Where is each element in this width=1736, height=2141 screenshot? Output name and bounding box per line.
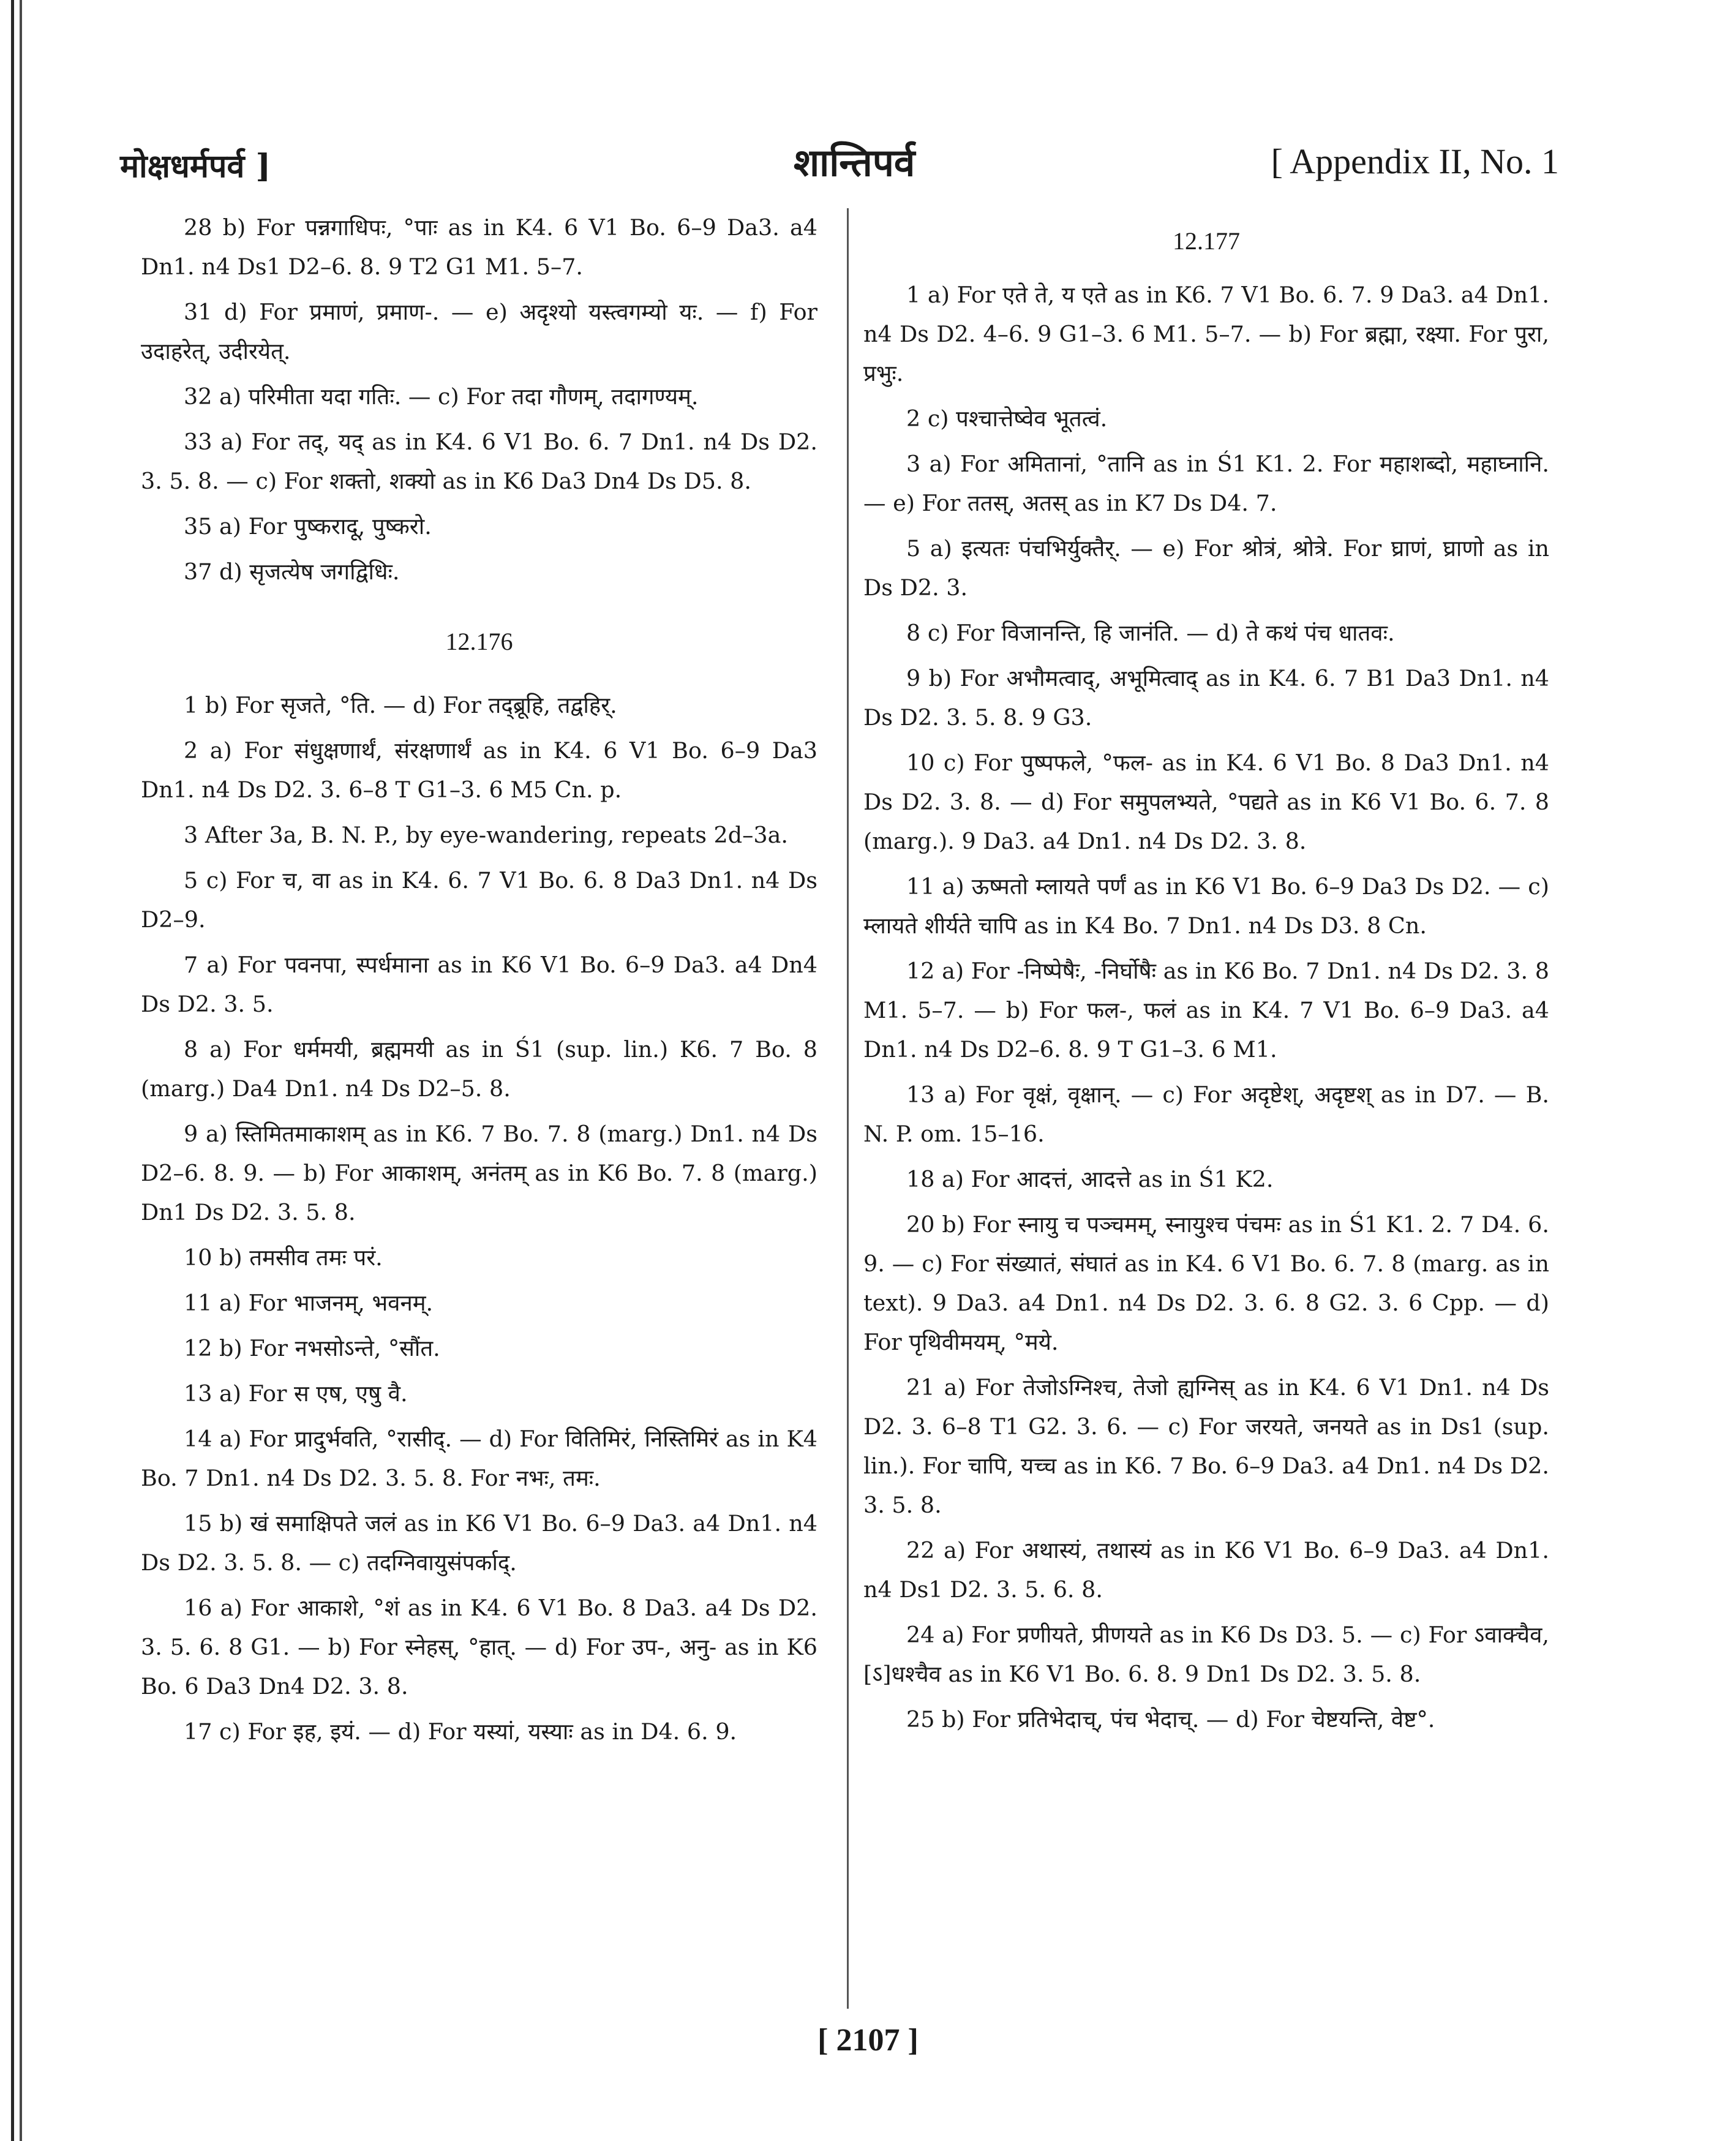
note-177-13: 13 a) For वृक्षं, वृक्षान्. — c) For अदृष्टेश्, अदृष्टश् as in D7. — B. N. P. om. 15–16.	[863, 1082, 1549, 1147]
note-177-21: 21 a) For तेजोऽग्निश्च, तेजो ह्यग्निस् as in K4. 6 V1 Dn1. n4 Ds D2. 3. 6–8 T1 G2. 3. 6. — c) For जरयते, जनयते as in Ds1 (sup. lin.). For चापि, यच्च as in K6. 7 Bo. 6–9 Da3. a4 Dn1. n4 Ds D2. 3. 5. 8.	[863, 1374, 1549, 1518]
header-parvan-left: मोक्षधर्मपर्व ]	[120, 148, 271, 185]
header-title: शान्तिपर्व	[794, 140, 915, 185]
right-column	[863, 208, 1549, 1745]
note-176-15: 15 b) खं समाक्षिपते जलं as in K6 V1 Bo. 6–9 Da3. a4 Dn1. n4 Ds D2. 3. 5. 8. — c) तदग्निवायुसंपर्काद्.	[141, 1510, 817, 1576]
note-177-9: 9 b) For अभौमत्वाद्, अभूमित्वाद् as in K4. 6. 7 B1 Da3 Dn1. n4 Ds D2. 3. 5. 8. 9 G3.	[863, 665, 1549, 731]
note-176-9: 9 a) स्तिमितमाकाशम् as in K6. 7 Bo. 7. 8 (marg.) Dn1. n4 Ds D2–6. 8. 9. — b) For आकाशम्, अनंतम् as in K6 Bo. 7. 8 (marg.) Dn1 Ds D2. 3. 5. 8.	[141, 1121, 817, 1225]
note-177-18: 18 a) For आदत्तं, आदत्ते as in Ś1 K2.	[906, 1166, 1274, 1192]
note-left-37: 37 d) सृजत्येष जगद्विधिः.	[184, 559, 400, 585]
note-176-11: 11 a) For भाजनम्, भवनम्.	[184, 1290, 434, 1316]
section-heading-12-177: 12.177	[1173, 227, 1240, 255]
note-176-2: 2 a) For संधुक्षणार्थं, संरक्षणार्थं as in K4. 6 V1 Bo. 6–9 Da3 Dn1. n4 Ds D2. 3. 6–8 T G1–3. 6 M5 Cn. p.	[141, 737, 817, 803]
note-177-1: 1 a) For एते ते, य एते as in K6. 7 V1 Bo. 6. 7. 9 Da3. a4 Dn1. n4 Ds D2. 4–6. 9 G1–3. 6 M1. 5–7. — b) For ब्रह्मा, रक्ष्या. For पुरा, प्रभुः.	[863, 282, 1549, 386]
note-176-3: 3 After 3a, B. N. P., by eye-wandering, repeats 2d–3a.	[184, 822, 788, 848]
note-176-13: 13 a) For स एष, एषु वै.	[184, 1380, 408, 1407]
note-176-8: 8 a) For धर्ममयी, ब्रह्ममयी as in Ś1 (sup. lin.) K6. 7 Bo. 8 (marg.) Da4 Dn1. n4 Ds D2–5. 8.	[141, 1036, 817, 1102]
note-177-5: 5 a) इत्यतः पंचभिर्युक्तैर्. — e) For श्रोत्रं, श्रोत्रे. For घ्राणं, घ्राणो as in Ds D2. 3.	[863, 535, 1549, 601]
note-left-31: 31 d) For प्रमाणं, प्रमाण-. — e) अदृश्यो यस्त्वगम्यो यः. — f) For उदाहरेत्, उदीरयेत्.	[141, 299, 817, 364]
note-176-14: 14 a) For प्रादुर्भवति, °रासीद्. — d) For वितिमिरं, निस्तिमिरं as in K4 Bo. 7 Dn1. n4 Ds D2. 3. 5. 8. For नभः, तमः.	[141, 1426, 817, 1491]
note-177-11: 11 a) ऊष्मतो म्लायते पर्णं as in K6 V1 Bo. 6–9 Da3 Ds D2. — c) म्लायते शीर्यते चापि as in K4 Bo. 7 Dn1. n4 Ds D3. 8 Cn.	[863, 873, 1549, 939]
note-left-28: 28 b) For पन्नगाधिपः, °पाः as in K4. 6 V1 Bo. 6–9 Da3. a4 Dn1. n4 Ds1 D2–6. 8. 9 T2 G1 M1. 5–7.	[141, 214, 817, 280]
note-177-12: 12 a) For -निष्पेषैः, -निर्घोषैः as in K6 Bo. 7 Dn1. n4 Ds D2. 3. 8 M1. 5–7. — b) For फल-, फलं as in K4. 7 V1 Bo. 6–9 Da3. a4 Dn1. n4 Ds D2–6. 8. 9 T G1–3. 6 M1.	[863, 958, 1549, 1063]
page-header	[120, 136, 1559, 191]
left-column	[141, 208, 817, 1758]
header-appendix-ref: [ Appendix II, No. 1	[1271, 141, 1559, 181]
note-176-17: 17 c) For इह, इयं. — d) For यस्यां, यस्याः as in D4. 6. 9.	[184, 1718, 737, 1745]
note-177-24: 24 a) For प्रणीयते, प्रीणयते as in K6 Ds D3. 5. — c) For ऽवाक्चैव, [ऽ]धश्चैव as in K6 V1 Bo. 6. 8. 9 Dn1 Ds D2. 3. 5. 8.	[863, 1622, 1549, 1687]
note-177-25: 25 b) For प्रतिभेदाच्, पंच भेदाच्. — d) For चेष्टयन्ति, वेष्ट°.	[906, 1706, 1435, 1733]
note-176-10: 10 b) तमसीव तमः परं.	[184, 1244, 383, 1271]
note-left-35: 35 a) For पुष्करादू, पुष्करो.	[184, 513, 432, 540]
note-176-12: 12 b) For नभसोऽन्ते, °सौंत.	[184, 1335, 440, 1361]
note-177-2: 2 c) पश्चात्तेष्वेव भूतत्वं.	[906, 405, 1108, 432]
binding-edge	[11, 0, 29, 2141]
note-177-22: 22 a) For अथास्यं, तथास्यं as in K6 V1 Bo. 6–9 Da3. a4 Dn1. n4 Ds1 D2. 3. 5. 6. 8.	[863, 1537, 1549, 1603]
note-176-1: 1 b) For सृजते, °ति. — d) For तद्ब्रूहि, तद्वहिर्.	[184, 692, 617, 718]
note-176-7: 7 a) For पवनपा, स्पर्धमाना as in K6 V1 Bo. 6–9 Da3. a4 Dn4 Ds D2. 3. 5.	[141, 952, 817, 1017]
note-177-3: 3 a) For अमितानां, °तानि as in Ś1 K1. 2. For महाशब्दो, महाघ्नानि. — e) For ततस्, अतस् as in K7 Ds D4. 7.	[863, 451, 1549, 516]
column-divider	[847, 208, 849, 2009]
note-left-32: 32 a) परिमीता यदा गतिः. — c) For तदा गौणम्, तदागण्यम्.	[184, 383, 699, 410]
page-number: [ 2107 ]	[817, 2023, 919, 2058]
note-176-16: 16 a) For आकाशे, °शं as in K4. 6 V1 Bo. 8 Da3. a4 Ds D2. 3. 5. 6. 8 G1. — b) For स्नेहस्, °हात्. — d) For उप-, अनु- as in K6 Bo. 6 Da3 Dn4 D2. 3. 8.	[141, 1595, 817, 1699]
note-177-8: 8 c) For विजानन्ति, हि जानंति. — d) ते कथं पंच धातवः.	[906, 620, 1395, 646]
note-177-20: 20 b) For स्नायु च पञ्चमम्, स्नायुश्च पंचमः as in Ś1 K1. 2. 7 D4. 6. 9. — c) For संख्यातं, संघातं as in K4. 6 V1 Bo. 6. 7. 8 (marg. as in text). 9 Da3. a4 Dn1. n4 Ds D2. 3. 6. 8 G2. 3. 6 Cpp. — d) For पृथिवीमयम्, °मये.	[863, 1211, 1549, 1355]
section-heading-12-176: 12.176	[445, 628, 513, 655]
note-177-10: 10 c) For पुष्पफले, °फल- as in K4. 6 V1 Bo. 8 Da3 Dn1. n4 Ds D2. 3. 8. — d) For समुपलभ्यते, °पद्यते as in K6 V1 Bo. 6. 7. 8 (marg.). 9 Da3. a4 Dn1. n4 Ds D2. 3. 8.	[863, 750, 1549, 854]
note-left-33: 33 a) For तद्, यद् as in K4. 6 V1 Bo. 6. 7 Dn1. n4 Ds D2. 3. 5. 8. — c) For शक्तो, शक्यो as in K6 Da3 Dn4 Ds D5. 8.	[141, 429, 817, 494]
note-176-5: 5 c) For च, वा as in K4. 6. 7 V1 Bo. 6. 8 Da3 Dn1. n4 Ds D2–9.	[141, 867, 817, 933]
